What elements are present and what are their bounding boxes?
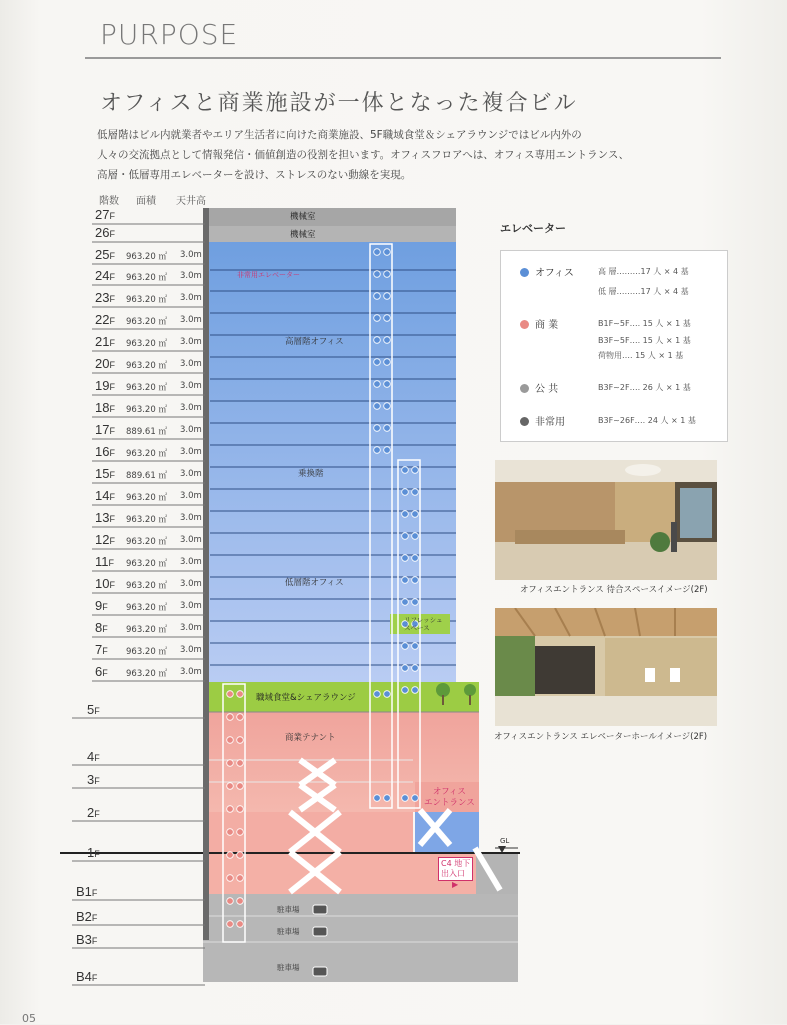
office-elevator-dot <box>384 271 391 278</box>
floor-label-8: 8F <box>95 620 108 635</box>
office-elevator-dot <box>412 533 419 540</box>
height-column-header: 天井高 <box>176 196 206 207</box>
emergency-shaft <box>203 208 209 940</box>
floor-label-B4: B4F <box>76 969 98 984</box>
legend-detail: 荷物用…. 15 人 × 1 基 <box>598 351 684 360</box>
floor-label-13: 13F <box>95 510 115 525</box>
office-elevator-dot <box>384 691 391 698</box>
office-elevator-dot <box>412 599 419 606</box>
commercial-elevator-dot <box>227 737 234 744</box>
floor-area: 963.20 ㎡ <box>126 405 167 415</box>
commercial-elevator-dot <box>227 783 234 790</box>
office-elevator-dot <box>374 691 381 698</box>
commercial-elevator-dot <box>227 806 234 813</box>
office-elevator-dot <box>412 687 419 694</box>
floor-column-header: 階数 <box>99 196 119 207</box>
ceiling-height: 3.0m <box>180 579 202 589</box>
office-elevator-dot <box>402 687 409 694</box>
commercial-elevator-dot <box>237 829 244 836</box>
machine-room-27f <box>203 208 456 226</box>
floor-area: 963.20 ㎡ <box>126 625 167 635</box>
commercial-elevator-dot <box>237 921 244 928</box>
ceiling-height: 3.0m <box>180 469 202 479</box>
office-elevator-dot <box>412 489 419 496</box>
office-elevator-dot <box>384 249 391 256</box>
floor-area: 963.20 ㎡ <box>126 295 167 305</box>
machine-room-label: 機械室 <box>290 212 316 222</box>
legend-emergency: 非常用 <box>520 413 565 428</box>
page-number: 05 <box>22 1012 36 1025</box>
floor-label-16: 16F <box>95 444 115 459</box>
office-dot-icon <box>520 268 529 277</box>
ceiling-height: 3.0m <box>180 535 202 545</box>
office-elevator-dot <box>374 795 381 802</box>
office-elevator-dot <box>412 665 419 672</box>
floor-area: 963.20 ㎡ <box>126 493 167 503</box>
floor-area: 963.20 ㎡ <box>126 559 167 569</box>
legend-title: エレベーター <box>500 222 566 235</box>
office-elevator-dot <box>402 795 409 802</box>
office-elevator-dot <box>384 795 391 802</box>
office-elevator-dot <box>374 249 381 256</box>
commercial-elevator-dot <box>227 875 234 882</box>
floor-label-14: 14F <box>95 488 115 503</box>
office-elevator-dot <box>374 359 381 366</box>
ceiling-height: 3.0m <box>180 337 202 347</box>
parking-levels <box>203 894 518 982</box>
commercial-elevator-dot <box>237 806 244 813</box>
c4-exit-label: C4 地下 出入口 <box>438 857 473 881</box>
floor-label-10: 10F <box>95 576 115 591</box>
office-elevator-dot <box>384 293 391 300</box>
office-elevator-dot <box>374 271 381 278</box>
legend-commercial: 商 業 <box>520 316 558 331</box>
ceiling-height: 3.0m <box>180 315 202 325</box>
office-elevator-dot <box>374 315 381 322</box>
photo-caption: オフィスエントランス 待合スペースイメージ(2F) <box>520 585 708 595</box>
legend-public: 公 共 <box>520 380 558 395</box>
floor-label-17: 17F <box>95 422 115 437</box>
floor-area: 963.20 ㎡ <box>126 603 167 613</box>
legend-detail: B3F~26F…. 24 人 × 1 基 <box>598 416 696 425</box>
floor-area: 889.61 ㎡ <box>126 471 167 481</box>
office-elevator-dot <box>402 555 409 562</box>
upper-office-label: 高層階オフィス <box>285 337 344 347</box>
intro-line: 人々の交流拠点として情報発信・価値創造の役割を担います。オフィスフロアへは、オフィス専用エントランス、 <box>97 149 630 161</box>
floor-label-23: 23F <box>95 290 115 305</box>
ceiling-height: 3.0m <box>180 513 202 523</box>
floor-label-25: 25F <box>95 247 115 262</box>
floor-area: 963.20 ㎡ <box>126 317 167 327</box>
commercial-dot-icon <box>520 320 529 329</box>
office-elevator-dot <box>412 577 419 584</box>
commercial-elevator-dot <box>227 714 234 721</box>
floor-area: 963.20 ㎡ <box>126 515 167 525</box>
office-elevator-dot <box>384 403 391 410</box>
office-elevator-dot <box>384 359 391 366</box>
commercial-elevator-dot <box>237 760 244 767</box>
tenant-label: 商業テナント <box>285 733 336 743</box>
commercial-elevator-dot <box>237 875 244 882</box>
office-elevator-dot <box>402 665 409 672</box>
floor-label-1: 1F <box>87 845 100 860</box>
office-entrance-label: オフィス エントランス <box>424 787 475 808</box>
floor-label-19: 19F <box>95 378 115 393</box>
commercial-elevator-dot <box>237 852 244 859</box>
commercial-elevator-dot <box>227 852 234 859</box>
office-elevator-dot <box>384 425 391 432</box>
office-elevator-dot <box>412 467 419 474</box>
ceiling-height: 3.0m <box>180 250 202 260</box>
floor-label-20: 20F <box>95 356 115 371</box>
ceiling-height: 3.0m <box>180 623 202 633</box>
ceiling-height: 3.0m <box>180 271 202 281</box>
office-elevator-dot <box>412 555 419 562</box>
office-elevator-dot <box>374 337 381 344</box>
floor-label-3: 3F <box>87 772 100 787</box>
parking-label: 駐車場 <box>277 963 300 972</box>
emergency-dot-icon <box>520 417 529 426</box>
commercial-elevator-dot <box>227 921 234 928</box>
office-elevator-dot <box>374 381 381 388</box>
legend-detail: 低 層………17 人 × 4 基 <box>598 287 689 296</box>
floor-label-9: 9F <box>95 598 108 613</box>
ceiling-height: 3.0m <box>180 359 202 369</box>
floor-label-24: 24F <box>95 268 115 283</box>
office-elevator-dot <box>412 511 419 518</box>
floor-label-15: 15F <box>95 466 115 481</box>
lower-office-label: 低層階オフィス <box>285 578 344 588</box>
public-dot-icon <box>520 384 529 393</box>
floor-label-B1: B1F <box>76 884 98 899</box>
floor-label-6: 6F <box>95 664 108 679</box>
office-elevator-dot <box>402 599 409 606</box>
floor-area: 963.20 ㎡ <box>126 361 167 371</box>
commercial-elevator-dot <box>227 898 234 905</box>
floor-area: 963.20 ㎡ <box>126 273 167 283</box>
office-elevator-dot <box>402 489 409 496</box>
area-column-header: 面積 <box>136 196 156 207</box>
office-elevator-dot <box>384 315 391 322</box>
floor-label-12: 12F <box>95 532 115 547</box>
floor-label-11: 11F <box>95 554 114 569</box>
floor-label-21: 21F <box>95 334 115 349</box>
legend-detail: 高 層………17 人 × 4 基 <box>598 267 689 276</box>
office-elevator-dot <box>384 337 391 344</box>
floor-area: 963.20 ㎡ <box>126 647 167 657</box>
ceiling-height: 3.0m <box>180 403 202 413</box>
ceiling-height: 3.0m <box>180 381 202 391</box>
ceiling-height: 3.0m <box>180 601 202 611</box>
floor-label-7: 7F <box>95 642 108 657</box>
commercial-2f <box>203 812 413 852</box>
legend-detail: B3F~5F…. 15 人 × 1 基 <box>598 336 691 345</box>
floor-label-18: 18F <box>95 400 115 415</box>
legend-detail: B3F~2F…. 26 人 × 1 基 <box>598 383 691 392</box>
machine-room-26f <box>203 226 456 242</box>
ceiling-height: 3.0m <box>180 447 202 457</box>
commercial-elevator-dot <box>237 737 244 744</box>
gl-label: GL <box>500 837 510 845</box>
machine-room-label: 機械室 <box>290 230 316 240</box>
refresh-space-label: リフレッシュ スペース <box>404 616 443 632</box>
legend-office: オフィス <box>520 264 574 279</box>
commercial-elevator-dot <box>227 760 234 767</box>
floor-area: 963.20 ㎡ <box>126 383 167 393</box>
intro-line: 高層・低層専用エレベーターを設け、ストレスのない動線を実現。 <box>97 169 412 181</box>
entrance-waiting-photo <box>495 460 717 580</box>
office-elevator-dot <box>402 643 409 650</box>
ceiling-height: 3.0m <box>180 491 202 501</box>
page-title: オフィスと商業施設が一体となった複合ビル <box>100 91 578 116</box>
floor-label-B3: B3F <box>76 932 98 947</box>
legend-detail: B1F~5F…. 15 人 × 1 基 <box>598 319 691 328</box>
emergency-elevator-label: 非常用エレベーター <box>237 271 300 279</box>
ceiling-height: 3.0m <box>180 425 202 435</box>
commercial-elevator-dot <box>237 783 244 790</box>
commercial-elevator-dot <box>237 714 244 721</box>
commercial-elevator-dot <box>227 829 234 836</box>
transfer-floor-label: 乗換階 <box>298 469 324 479</box>
office-elevator-dot <box>384 447 391 454</box>
office-elevator-dot <box>374 403 381 410</box>
floor-label-B2: B2F <box>76 909 98 924</box>
office-elevator-dot <box>374 425 381 432</box>
office-elevator-dot <box>384 381 391 388</box>
intro-line: 低層階はビル内就業者やエリア生活者に向けた商業施設、5F職域食堂＆シェアラウンジではビル内外の <box>97 129 582 141</box>
section-heading: PURPOSE <box>100 18 239 51</box>
floor-area: 889.61 ㎡ <box>126 427 167 437</box>
office-elevator-dot <box>402 511 409 518</box>
photo-caption: オフィスエントランス エレベーターホールイメージ(2F) <box>494 732 708 742</box>
floor-label-4: 4F <box>87 749 100 764</box>
canteen-label: 職域食堂&シェアラウンジ <box>256 693 356 703</box>
commercial-elevator-dot <box>237 898 244 905</box>
office-elevator-dot <box>402 577 409 584</box>
floor-area: 963.20 ㎡ <box>126 252 167 262</box>
office-elevator-dot <box>412 643 419 650</box>
office-elevator-dot <box>412 795 419 802</box>
commercial-elevator-dot <box>227 691 234 698</box>
parking-label: 駐車場 <box>277 905 300 914</box>
floor-label-26: 26F <box>95 225 115 240</box>
floor-label-27: 27F <box>95 207 115 222</box>
commercial-elevator-dot <box>237 691 244 698</box>
ceiling-height: 3.0m <box>180 557 202 567</box>
ceiling-height: 3.0m <box>180 645 202 655</box>
parking-label: 駐車場 <box>277 927 300 936</box>
floor-label-22: 22F <box>95 312 115 327</box>
floor-area: 963.20 ㎡ <box>126 339 167 349</box>
ceiling-height: 3.0m <box>180 293 202 303</box>
office-elevator-dot <box>402 533 409 540</box>
floor-area: 963.20 ㎡ <box>126 581 167 591</box>
floor-area: 963.20 ㎡ <box>126 537 167 547</box>
ceiling-height: 3.0m <box>180 667 202 677</box>
floor-area: 963.20 ㎡ <box>126 669 167 679</box>
c4-arrow-icon: ▶ <box>452 880 459 889</box>
elevator-hall-photo <box>495 608 717 726</box>
office-elevator-dot <box>374 293 381 300</box>
floor-label-2: 2F <box>87 805 100 820</box>
office-elevator-dot <box>402 467 409 474</box>
floor-area: 963.20 ㎡ <box>126 449 167 459</box>
office-elevator-dot <box>374 447 381 454</box>
floor-label-5: 5F <box>87 702 100 717</box>
